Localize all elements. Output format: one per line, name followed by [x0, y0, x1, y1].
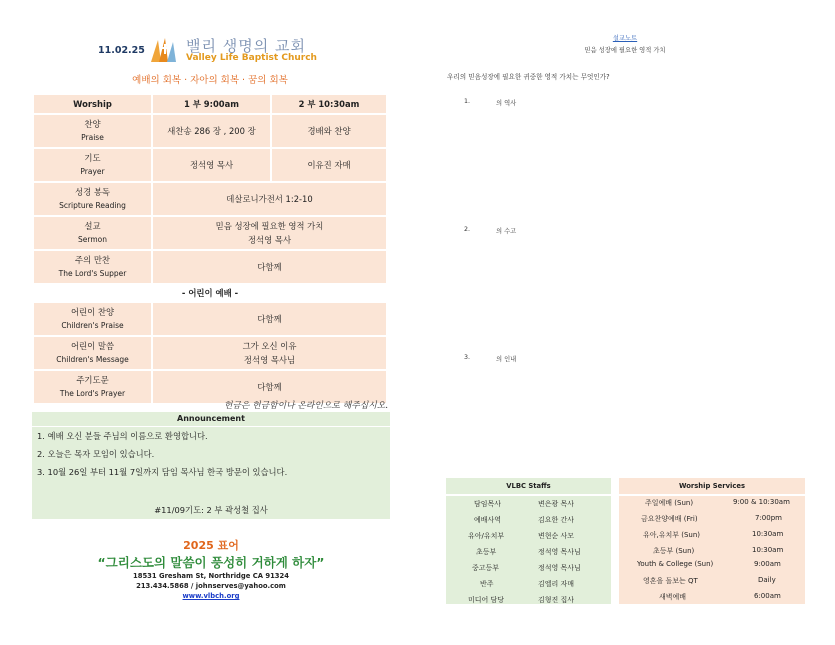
announcement-heading: Announcement	[32, 412, 390, 426]
staff-name: 정석영 목사님	[538, 548, 581, 556]
church-name-korean: 밸리 생명의 교회	[186, 37, 306, 55]
label-ko: 주의 만찬	[74, 255, 111, 265]
header-first-service: 1 부 9:00am	[152, 94, 271, 114]
order-label	[33, 182, 152, 216]
offering-note: 헌금은 헌금함이나 온라인으로 해주십시오.	[223, 401, 388, 411]
staff-panel	[446, 478, 611, 604]
worship-services-title: Worship Services	[619, 478, 805, 496]
order-label	[33, 336, 152, 370]
staff-role: 미디어 담당	[468, 596, 505, 604]
announcement-item: 1. 예배 오신 분들 주님의 이름으로 환영합니다.	[37, 431, 208, 441]
service-name: 초등부 (Sun)	[653, 547, 695, 555]
order-row-children-message	[33, 336, 387, 370]
order-label	[33, 250, 152, 284]
message-title: 그가 오신 이유	[242, 341, 297, 351]
service-name: 새벽예배	[659, 593, 687, 601]
label-ko: 주기도문	[76, 375, 109, 385]
staff-role: 중고등부	[472, 564, 500, 572]
church-motto: 예배의 회복 · 자아의 회복 · 꿈의 회복	[132, 75, 288, 86]
staff-name: 변은광 목사	[538, 500, 575, 508]
announcement-item: 2. 오늘은 목자 모임이 있습니다.	[37, 449, 155, 459]
year-theme-label: 2025 표어	[183, 539, 239, 552]
church-address: 18531 Gresham St, Northridge CA 91324	[132, 572, 289, 580]
label-ko: 어린이 말씀	[70, 341, 115, 351]
church-website-link[interactable]: www.vlbch.org	[182, 592, 240, 600]
order-row-lords-supper	[33, 250, 387, 284]
order-row-praise	[33, 114, 387, 148]
year-theme-quote: “그리스도의 말씀이 풍성히 거하게 하자”	[97, 555, 325, 570]
label-ko: 설교	[84, 221, 101, 231]
label-en: Scripture Reading	[59, 201, 126, 210]
order-label	[33, 148, 152, 182]
church-name-english: Valley Life Baptist Church	[186, 53, 317, 63]
service-name: 금요찬양예배 (Fri)	[641, 515, 698, 523]
sermon-preacher: 정석영 목사	[247, 235, 292, 245]
order-value-first: 새찬송 286 장 , 200 장	[152, 114, 271, 148]
service-time: Daily	[758, 576, 776, 584]
service-time: 10:30am	[752, 546, 784, 554]
staff-name: 정석영 목사님	[538, 564, 581, 572]
staff-role: 반주	[480, 580, 494, 588]
service-name: Youth & College (Sun)	[637, 560, 714, 568]
order-value: 다함께	[152, 250, 387, 284]
order-value-second: 이유진 자매	[271, 148, 387, 182]
bulletin-date: 11.02.25	[98, 45, 145, 56]
note-point-text: 의 인내	[496, 356, 517, 363]
label-en: The Lord's Prayer	[59, 389, 126, 398]
service-time: 9:00 & 10:30am	[733, 498, 790, 506]
staff-name: 김엘리 자매	[538, 580, 575, 588]
note-point-number: 2.	[464, 226, 471, 233]
kids-worship-title: - 어린이 예배 -	[33, 284, 387, 302]
label-ko: 기도	[84, 153, 101, 163]
order-row-children-praise	[33, 302, 387, 336]
staff-role: 예배사역	[474, 516, 502, 524]
note-point-text: 의 역사	[496, 100, 517, 107]
label-ko: 어린이 찬양	[70, 307, 115, 317]
order-value: 다함께	[152, 370, 387, 404]
staff-name: 김요한 간사	[538, 516, 575, 524]
sermon-notes-heading: 설교노트	[612, 35, 638, 42]
order-value: 다함께	[152, 302, 387, 336]
order-value: 데살로니가전서 1:2-10	[152, 182, 387, 216]
order-row-sermon	[33, 216, 387, 250]
order-row-scripture	[33, 182, 387, 216]
label-en: Sermon	[78, 235, 107, 244]
service-time: 10:30am	[752, 530, 784, 538]
order-value-second: 경배와 찬양	[271, 114, 387, 148]
header-worship: Worship	[33, 94, 152, 114]
order-label	[33, 114, 152, 148]
worship-services-panel	[619, 478, 805, 604]
staff-role: 담임목사	[474, 500, 502, 508]
order-label	[33, 216, 152, 250]
sermon-notes-question: 우리의 믿음성장에 필요한 귀중한 영적 가치는 무엇인가?	[447, 73, 610, 81]
worship-order-table	[32, 93, 388, 405]
staff-name: 김형진 집사	[538, 596, 575, 604]
order-value-first: 정석영 목사	[152, 148, 271, 182]
label-en: Prayer	[80, 167, 105, 176]
service-time: 9:00am	[754, 560, 781, 568]
kids-worship-title-row	[33, 284, 387, 302]
order-row-prayer	[33, 148, 387, 182]
header-second-service: 2 부 10:30am	[271, 94, 387, 114]
label-en: The Lord's Supper	[58, 269, 127, 278]
label-en: Children's Praise	[61, 321, 124, 330]
service-name: 유아,유치부 (Sun)	[643, 531, 701, 539]
sermon-title: 믿음 성장에 필요한 영적 가치	[215, 221, 324, 231]
order-value	[152, 336, 387, 370]
worship-order-header	[33, 94, 387, 114]
service-name: 영혼을 돌보는 QT	[643, 577, 698, 585]
service-name: 주일예배 (Sun)	[645, 499, 694, 507]
announcement-body	[32, 427, 390, 519]
staff-role: 유아/유치부	[468, 532, 505, 540]
staff-name: 변현순 사모	[538, 532, 575, 540]
note-point-number: 1.	[464, 98, 471, 105]
church-contact: 213.434.5868 / johnserves@yahoo.com	[136, 582, 286, 590]
church-logo-icon	[150, 36, 180, 62]
note-point-text: 의 수고	[496, 228, 517, 235]
note-point-number: 3.	[464, 354, 471, 361]
service-time: 6:00am	[754, 592, 781, 600]
service-time: 7:00pm	[755, 514, 782, 522]
message-speaker: 정석영 목사님	[243, 355, 296, 365]
label-en: Children's Message	[56, 355, 129, 364]
order-label	[33, 302, 152, 336]
label-en: Praise	[81, 133, 104, 142]
sermon-notes-title: 믿음 성장에 필요한 영적 가치	[584, 47, 666, 54]
announcement-item: 3. 10월 26일 부터 11월 7일까지 담임 목사님 한국 방문이 있습니다.	[37, 467, 288, 477]
label-ko: 성경 봉독	[74, 187, 111, 197]
order-value	[152, 216, 387, 250]
staff-role: 초등부	[476, 548, 497, 556]
staff-panel-title: VLBC Staffs	[446, 478, 611, 496]
prayer-assignment: #11/09기도: 2 부 곽성철 집사	[154, 505, 268, 515]
label-ko: 찬양	[84, 119, 101, 129]
